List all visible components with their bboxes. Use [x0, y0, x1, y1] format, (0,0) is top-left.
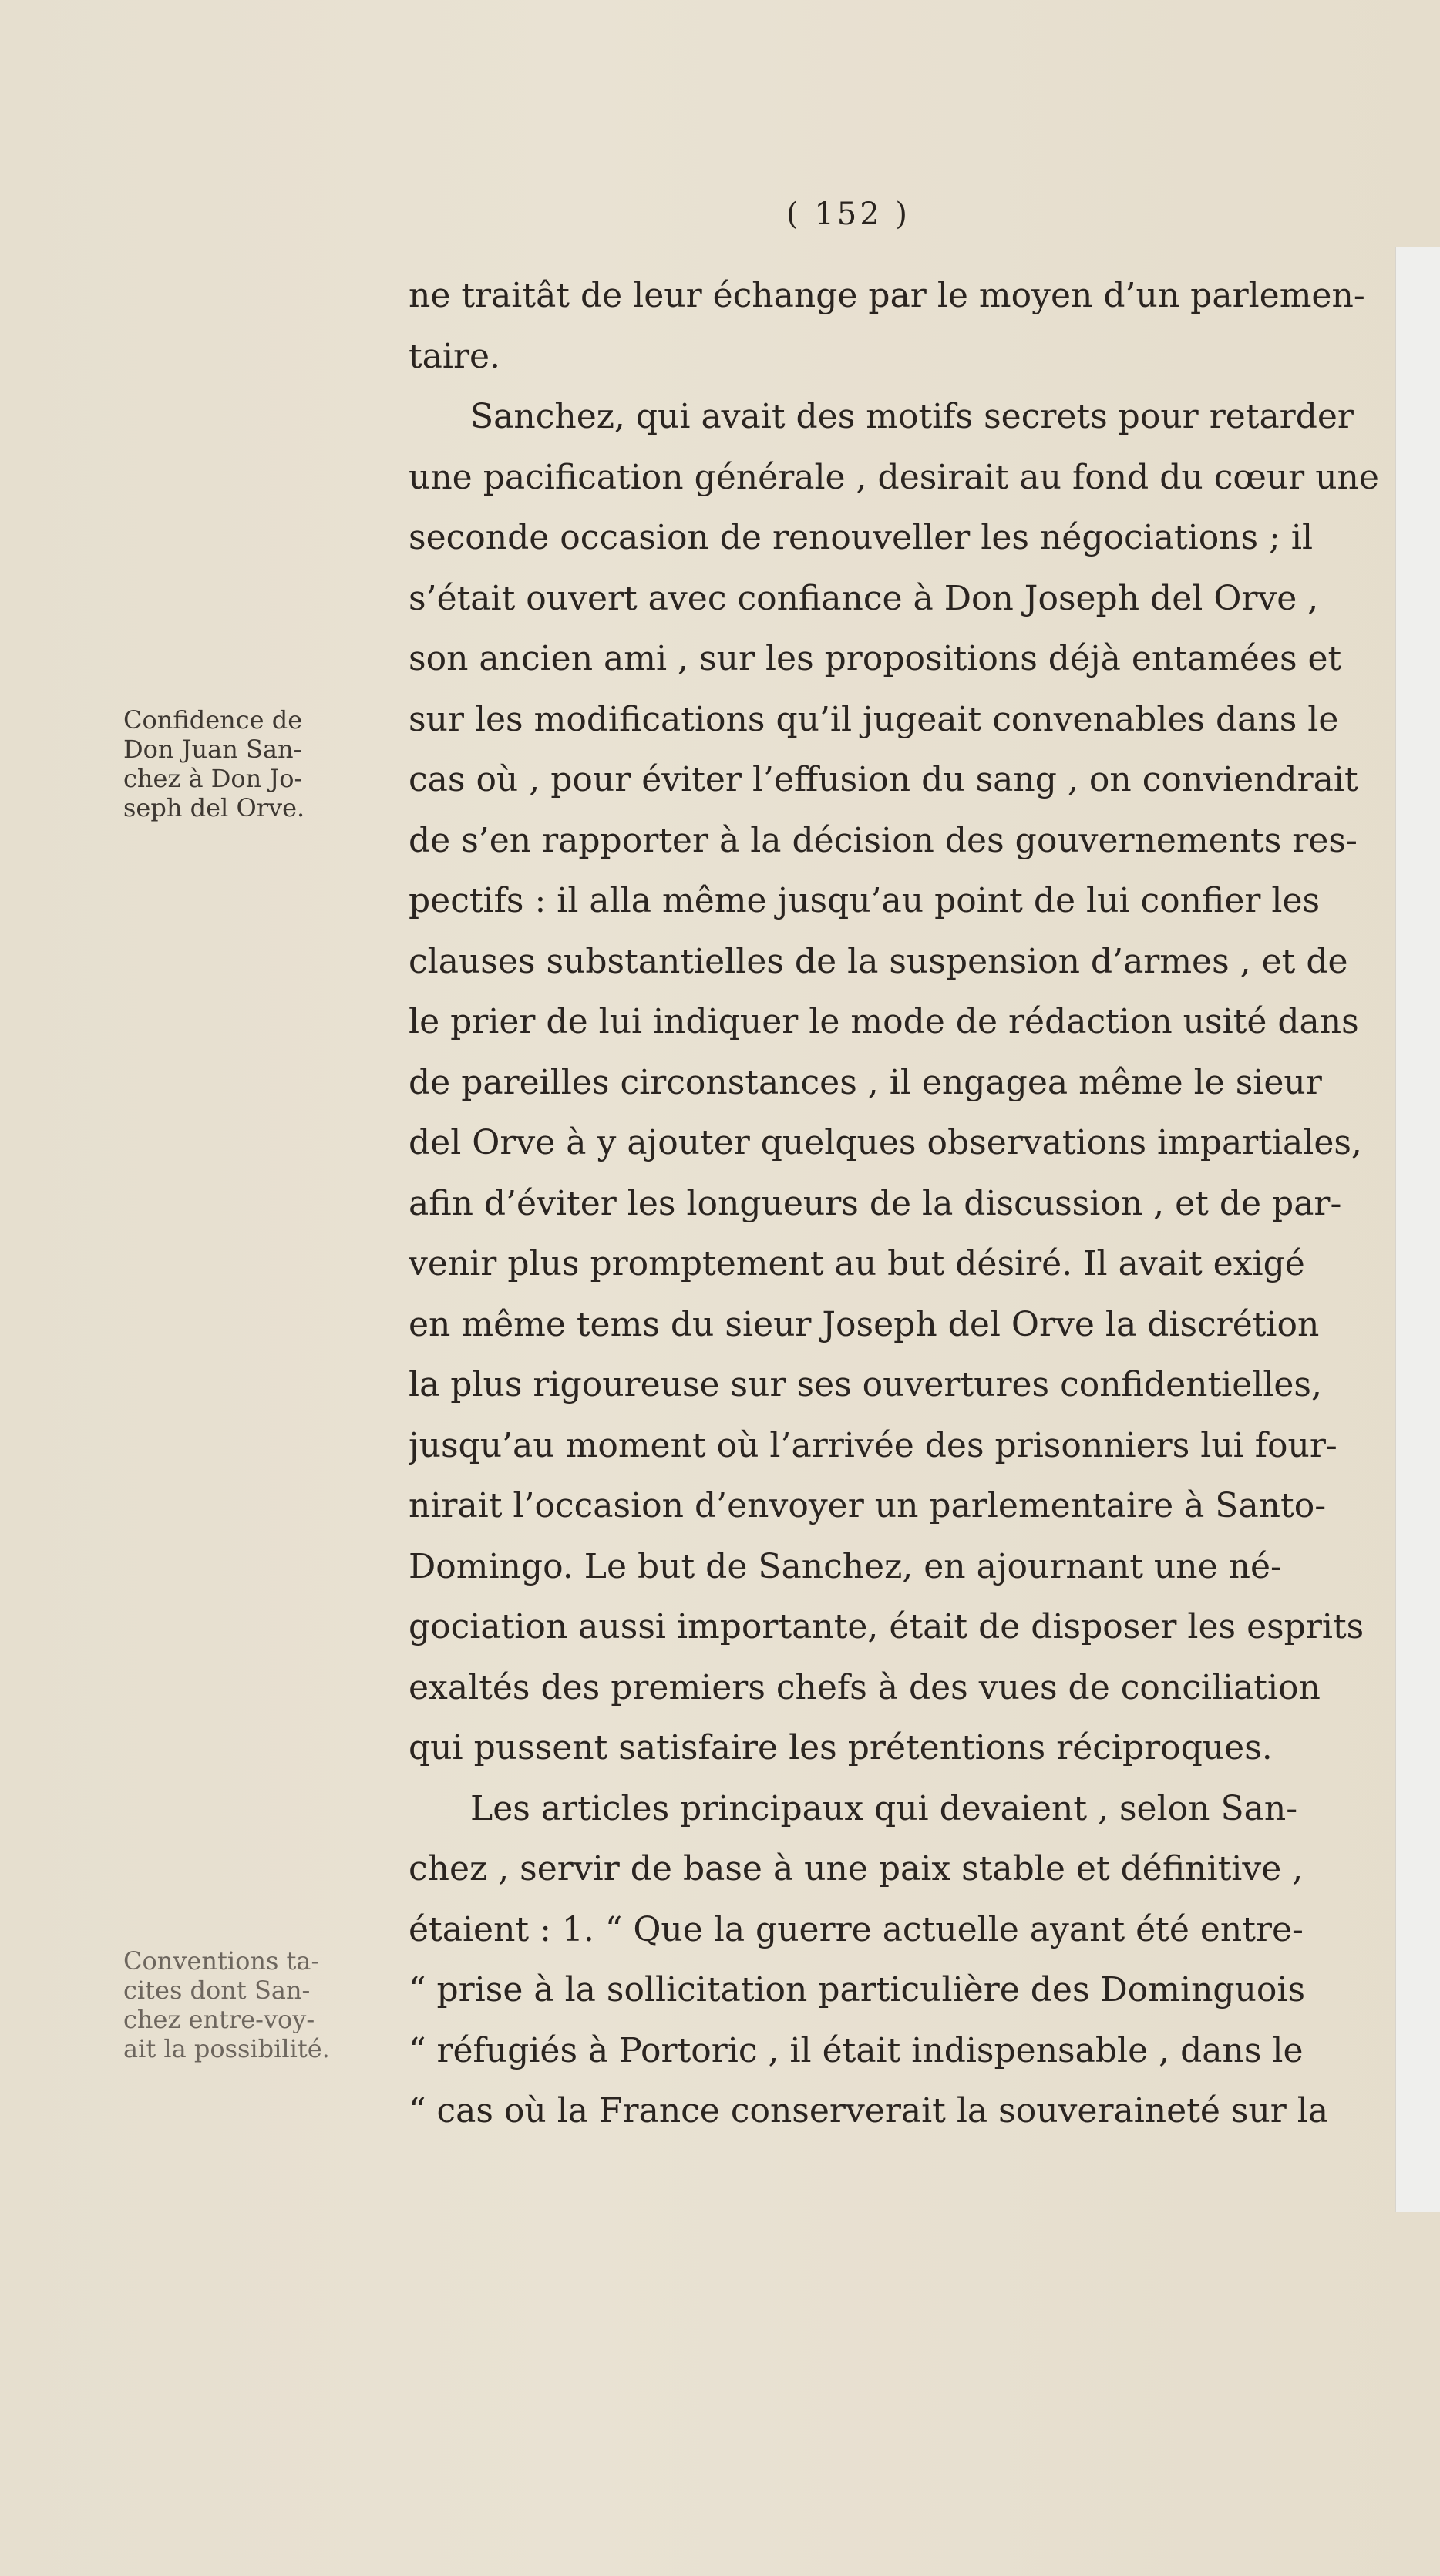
text-line: taire. [409, 336, 501, 376]
body-text [409, 266, 1403, 2142]
text-line: sur les modifications qu’il jugeait convenables dans le [409, 699, 1339, 739]
text-line: Les articles principaux qui devaient , selon San- [470, 1788, 1298, 1828]
text-line: qui pussent satisfaire les prétentions réciproques. [409, 1728, 1273, 1767]
text-line: Domingo. Le but de Sanchez, en ajournant une né- [409, 1546, 1282, 1586]
margin-note-line: chez à Don Jo- [123, 764, 303, 793]
margin-note-line: cites dont San- [123, 1976, 311, 2005]
margin-note-conventions [123, 1946, 378, 2063]
text-line: exaltés des premiers chefs à des vues de conciliation [409, 1667, 1321, 1707]
text-line: seconde occasion de renouveller les négociations ; il [409, 518, 1314, 557]
text-line: “ cas où la France conserverait la souveraineté sur la [409, 2091, 1329, 2130]
text-line: le prier de lui indiquer le mode de rédaction usité dans [409, 1002, 1359, 1041]
page-number: ( 152 ) [786, 197, 910, 232]
text-line: cas où , pour éviter l’effusion du sang , on conviendrait [409, 760, 1358, 799]
text-line: de pareilles circonstances , il engagea même le sieur [409, 1062, 1322, 1102]
text-line: en même tems du sieur Joseph del Orve la discrétion [409, 1304, 1320, 1344]
text-line: s’était ouvert avec confiance à Don Joseph del Orve , [409, 578, 1319, 618]
margin-note-line: Confidence de [123, 705, 303, 735]
text-line: clauses substantielles de la suspension d’armes , et de [409, 941, 1348, 981]
text-line: afin d’éviter les longueurs de la discussion , et de par- [409, 1183, 1342, 1223]
text-line: “ réfugiés à Portoric , il était indispensable , dans le [409, 2030, 1304, 2070]
text-line: chez , servir de base à une paix stable et définitive , [409, 1849, 1304, 1888]
text-line: gociation aussi importante, était de disposer les esprits [409, 1607, 1364, 1646]
text-line: son ancien ami , sur les propositions déjà entamées et [409, 639, 1342, 678]
margin-note-line: chez entre-voy- [123, 2005, 315, 2034]
margin-note-confidence [123, 705, 378, 822]
margin-note-line: seph del Orve. [123, 793, 305, 822]
text-line: Sanchez, qui avait des motifs secrets pour retarder [470, 397, 1354, 436]
text-line: étaient : 1. “ Que la guerre actuelle ayant été entre- [409, 1909, 1304, 1949]
text-line: la plus rigoureuse sur ses ouvertures confidentielles, [409, 1365, 1322, 1404]
margin-note-line: Conventions ta- [123, 1946, 320, 1976]
text-line: de s’en rapporter à la décision des gouvernements res- [409, 820, 1358, 860]
margin-note-line: Don Juan San- [123, 735, 302, 764]
text-line: venir plus promptement au but désiré. Il avait exigé [409, 1244, 1305, 1283]
text-line: “ prise à la sollicitation particulière des Dominguois [409, 1970, 1306, 2009]
text-line: jusqu’au moment où l’arrivée des prisonniers lui four- [409, 1425, 1337, 1465]
text-line: pectifs : il alla même jusqu’au point de lui confier les [409, 881, 1321, 920]
text-line: nirait l’occasion d’envoyer un parlementaire à Santo- [409, 1486, 1327, 1525]
text-line: del Orve à y ajouter quelques observations impartiales, [409, 1123, 1362, 1162]
margin-note-line: ait la possibilité. [123, 2034, 330, 2063]
text-line: ne traitât de leur échange par le moyen d’un parlemen- [409, 276, 1365, 315]
text-line: une pacification générale , desirait au fond du cœur une [409, 457, 1379, 497]
